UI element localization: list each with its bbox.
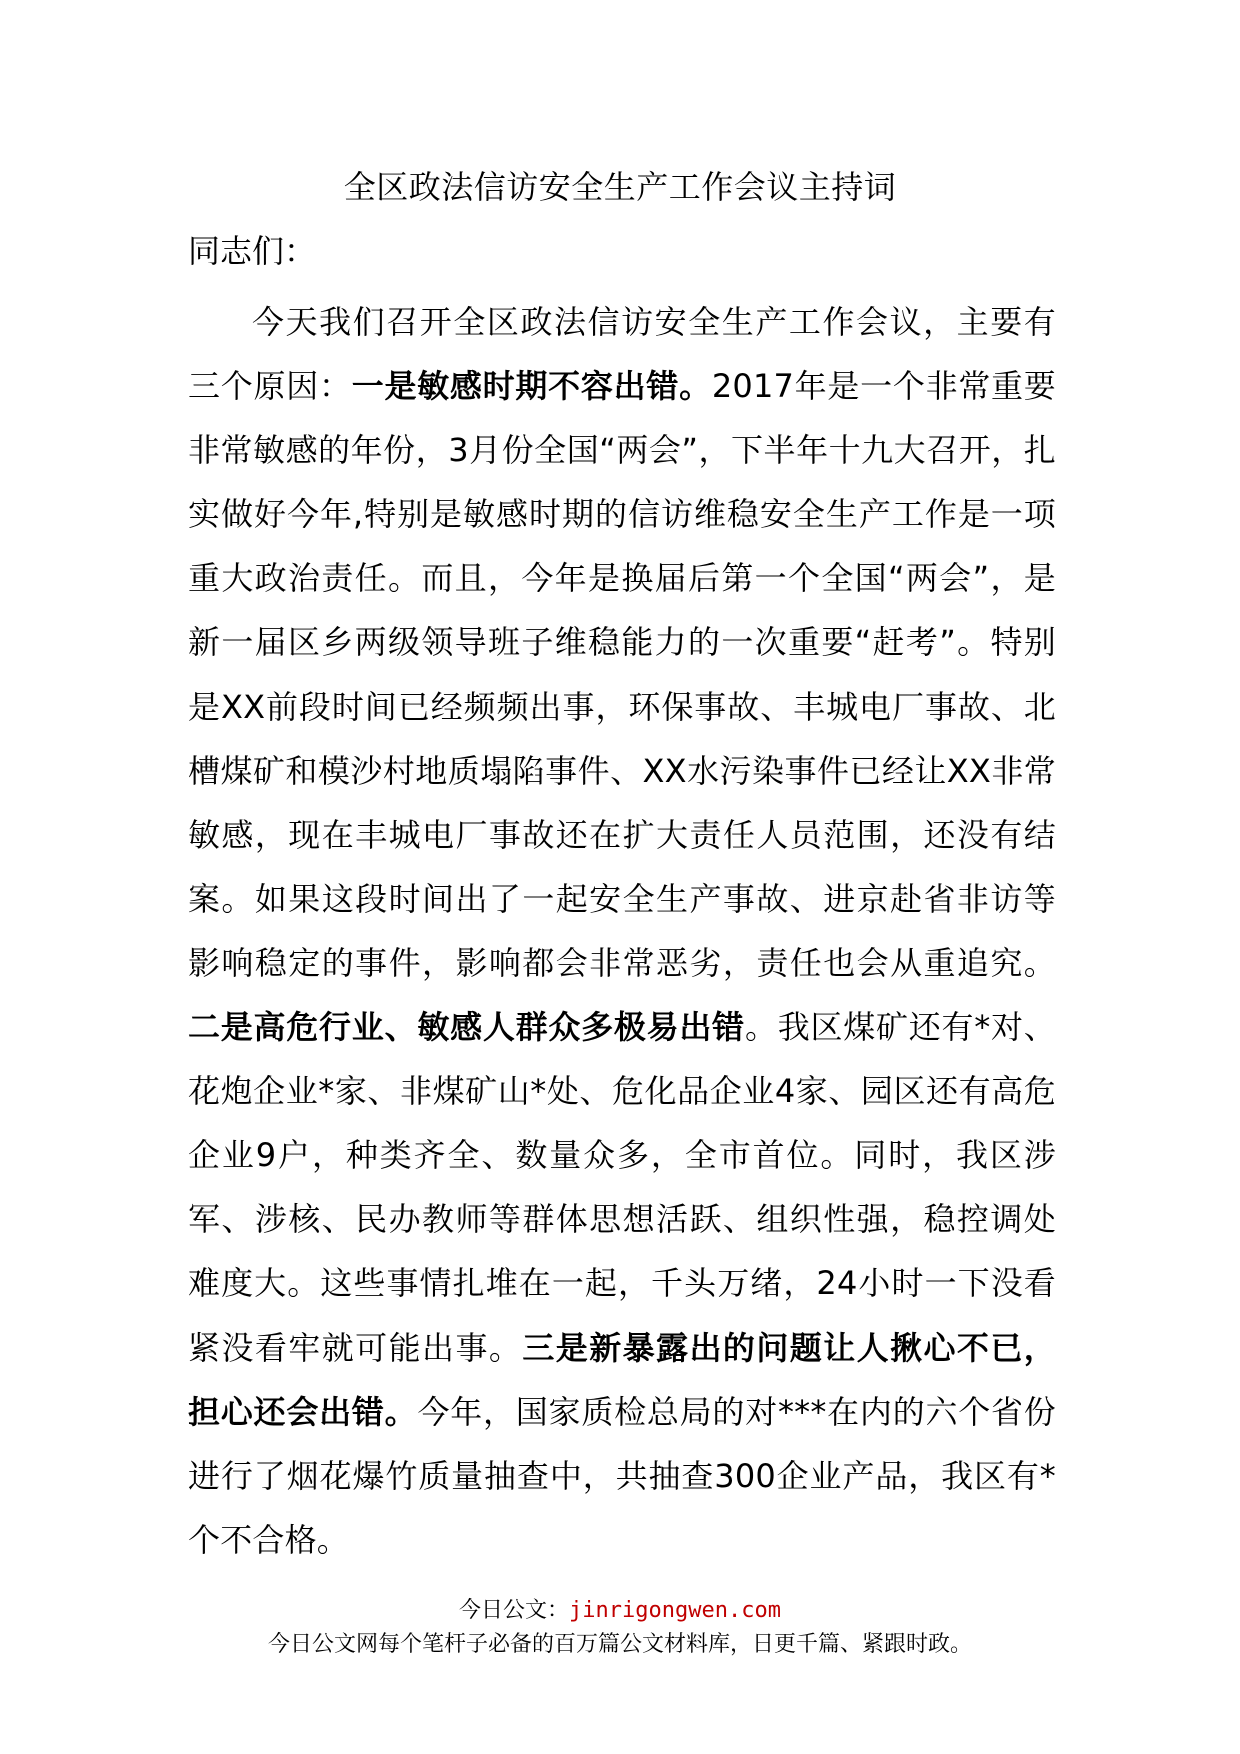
point-three-heading: 三是新暴露出的问题让人揪心不已，担心还会出错。 xyxy=(188,1328,1056,1431)
point-one-heading: 一是敏感时期不容出错。 xyxy=(351,367,712,406)
point-two-heading: 二是高危行业、敏感人群众多极易出错 xyxy=(188,1008,745,1047)
footer-site-line xyxy=(0,1596,1240,1626)
document-title: 全区政法信访安全生产工作会议主持词 xyxy=(343,168,897,206)
paragraph-segment-2: 2017年是一个非常重要非常敏感的年份，3月份全国“两会”，下半年十九大召开，扎实做好今年,特别是敏感时期的信访维稳安全生产工作是一项重大政治责任。而且，今年是换届后第一个全国“两会”，是新一届区乡两级领导班子维稳能力的一次重要“赶考”。特别是XX前段时间已经频频出事，环保事故、丰城电厂事故、北槽煤矿和模沙村地质塌陷事件、XX水污染事件已经让XX非常敏感，现在丰城电厂事故还在扩大责任人员范围，还没有结案。如果这段时间出了一起安全生产事故、进京赴省非访等影响稳定的事件，影响都会非常恶劣，责任也会从重追究。 xyxy=(188,367,1056,982)
paragraph-segment-4: 今年，国家质检总局的对***在内的六个省份进行了烟花爆竹质量抽查中，共抽查300企业产品，我区有*个不合格。 xyxy=(188,1392,1056,1559)
body-paragraph xyxy=(188,290,1056,1572)
paragraph-segment-1: 今天我们召开全区政法信访安全生产工作会议，主要有三个原因： xyxy=(188,303,1056,406)
footer-site-label: 今日公文： xyxy=(459,1598,570,1623)
footer-tagline: 今日公文网每个笔杆子必备的百万篇公文材料库，日更千篇、紧跟时政。 xyxy=(267,1632,972,1657)
salutation: 同志们： xyxy=(188,232,317,270)
footer-site-link[interactable]: jinrigongwen.com xyxy=(569,1598,781,1623)
paragraph-segment-3: 。我区煤矿还有*对、花炮企业*家、非煤矿山*处、危化品企业4家、园区还有高危企业9户，种类齐全、数量众多，全市首位。同时，我区涉军、涉核、民办教师等群体思想活跃、组织性强，稳控调处难度大。这些事情扎堆在一起，千头万绪，24小时一下没看紧没看牢就可能出事。 xyxy=(188,1008,1056,1367)
